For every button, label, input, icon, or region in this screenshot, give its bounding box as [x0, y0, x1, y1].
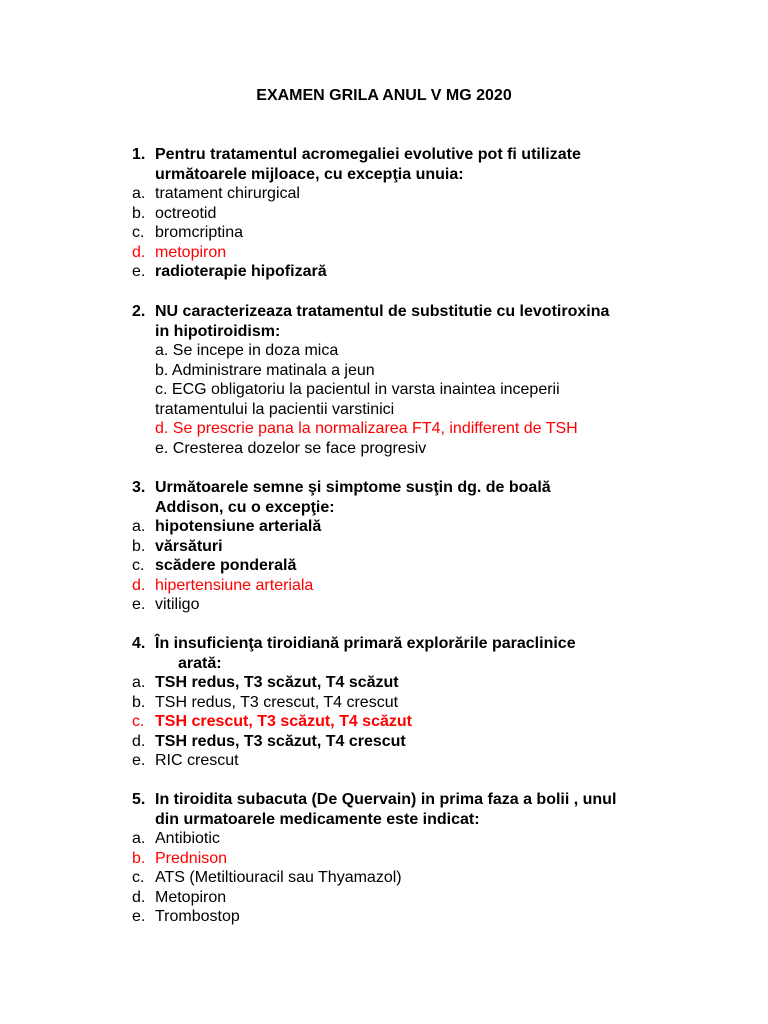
option-letter: b. [132, 204, 146, 222]
option-text: bromcriptina [155, 224, 244, 241]
question-4-option-c-correct [132, 712, 692, 732]
question-4-option-a [132, 673, 692, 693]
question-1 [132, 145, 692, 282]
option-text: Antibiotic [155, 830, 220, 847]
option-letter: e. [132, 596, 146, 613]
question-4-option-e [132, 751, 692, 771]
question-1-option-e [132, 262, 692, 282]
option-text: hipertensiune arteriala [155, 576, 314, 594]
question-4-option-b [132, 693, 692, 713]
option-text: hipotensiune arterială [155, 518, 322, 535]
question-5-option-d [132, 888, 692, 908]
option-text: RIC crescut [155, 752, 239, 769]
question-3-option-d-correct [132, 576, 692, 596]
question-5-number: 5. [132, 791, 146, 808]
question-4-line-2: arată: [178, 654, 222, 672]
option-letter: e. [132, 908, 146, 925]
option-letter: d. [132, 888, 146, 906]
question-1-option-b [132, 204, 692, 224]
question-3-line-1: Următoarele semne şi simptome susţin dg. de boală [155, 479, 551, 496]
question-1-option-d-correct [132, 243, 692, 263]
option-letter: c. [132, 713, 145, 730]
question-2-line-1: NU caracterizeaza tratamentul de substitutie cu levotiroxina [155, 303, 610, 320]
option-letter: e. [132, 263, 146, 280]
question-1-number: 1. [132, 146, 146, 163]
question-1-text [132, 145, 692, 184]
option-letter: b. [132, 849, 146, 867]
option-text: TSH redus, T3 scăzut, T4 crescut [155, 732, 406, 750]
question-2-option-d-correct: d. Se prescrie pana la normalizarea FT4, indifferent de TSH [155, 420, 578, 437]
option-letter: a. [132, 674, 146, 691]
option-text: tratament chirurgical [155, 185, 300, 202]
option-letter: c. [132, 869, 145, 886]
question-1-option-a [132, 184, 692, 204]
option-text: ATS (Metiltiouracil sau Thyamazol) [155, 869, 402, 886]
question-5-line-2: din urmatoarele medicamente este indicat: [155, 810, 480, 828]
question-1-line-1: Pentru tratamentul acromegaliei evolutive pot fi utilizate [155, 146, 581, 163]
option-letter: a. [132, 185, 146, 202]
option-letter: d. [132, 732, 146, 750]
option-text: Trombostop [155, 908, 240, 925]
question-4-number: 4. [132, 635, 146, 652]
option-text: octreotid [155, 204, 217, 222]
question-2-option-c-continuation: tratamentului la pacientii varstinici [155, 400, 395, 418]
option-letter: a. [132, 830, 146, 847]
question-3-option-a [132, 517, 692, 537]
question-3-option-e [132, 595, 692, 615]
question-4-line-1: În insuficienţa tiroidiană primară explorările paraclinice [155, 635, 576, 652]
question-5-option-e [132, 907, 692, 927]
option-text: TSH redus, T3 scăzut, T4 scăzut [155, 674, 399, 691]
question-5 [132, 790, 692, 927]
question-2-option-c: c. ECG obligatoriu la pacientul in varsta inaintea inceperii [155, 381, 560, 398]
question-4-text [132, 634, 692, 673]
option-letter: a. [132, 518, 146, 535]
question-2-option-b: b. Administrare matinala a jeun [155, 361, 375, 379]
question-5-text [132, 790, 692, 829]
question-4 [132, 634, 692, 771]
question-5-line-1: In tiroidita subacuta (De Quervain) in prima faza a bolii , unul [155, 791, 617, 808]
option-text: scădere ponderală [155, 557, 297, 574]
question-1-option-c [132, 223, 692, 243]
option-text: TSH redus, T3 crescut, T4 crescut [155, 693, 399, 711]
option-letter: b. [132, 537, 146, 555]
question-3-option-b [132, 537, 692, 557]
option-text: vărsături [155, 537, 223, 555]
option-letter: d. [132, 243, 146, 261]
option-letter: d. [132, 576, 146, 594]
option-text: TSH crescut, T3 scăzut, T4 scăzut [155, 713, 412, 730]
option-text: vitiligo [155, 596, 200, 613]
question-3-line-2: Addison, cu o excepţie: [155, 498, 335, 516]
question-2-number: 2. [132, 303, 146, 320]
question-3-number: 3. [132, 479, 146, 496]
question-2-option-a: a. Se incepe in doza mica [155, 342, 339, 359]
question-4-option-d [132, 732, 692, 752]
option-letter: c. [132, 224, 145, 241]
question-5-option-b-correct [132, 849, 692, 869]
option-text: Metopiron [155, 888, 227, 906]
question-1-line-2: următoarele mijloace, cu excepţia unuia: [155, 165, 464, 183]
question-2 [132, 302, 692, 458]
option-text: metopiron [155, 243, 227, 261]
question-2-text [132, 302, 692, 341]
question-5-option-a [132, 829, 692, 849]
option-letter: e. [132, 752, 146, 769]
question-5-option-c [132, 868, 692, 888]
option-letter: c. [132, 557, 145, 574]
question-3 [132, 478, 692, 615]
option-text: radioterapie hipofizară [155, 263, 327, 280]
question-2-option-e: e. Cresterea dozelor se face progresiv [155, 439, 427, 457]
question-2-line-2: in hipotiroidism: [155, 322, 281, 340]
question-3-text [132, 478, 692, 517]
option-letter: b. [132, 693, 146, 711]
question-3-option-c [132, 556, 692, 576]
page-title: EXAMEN GRILA ANUL V MG 2020 [256, 87, 512, 104]
option-text: Prednison [155, 849, 228, 867]
